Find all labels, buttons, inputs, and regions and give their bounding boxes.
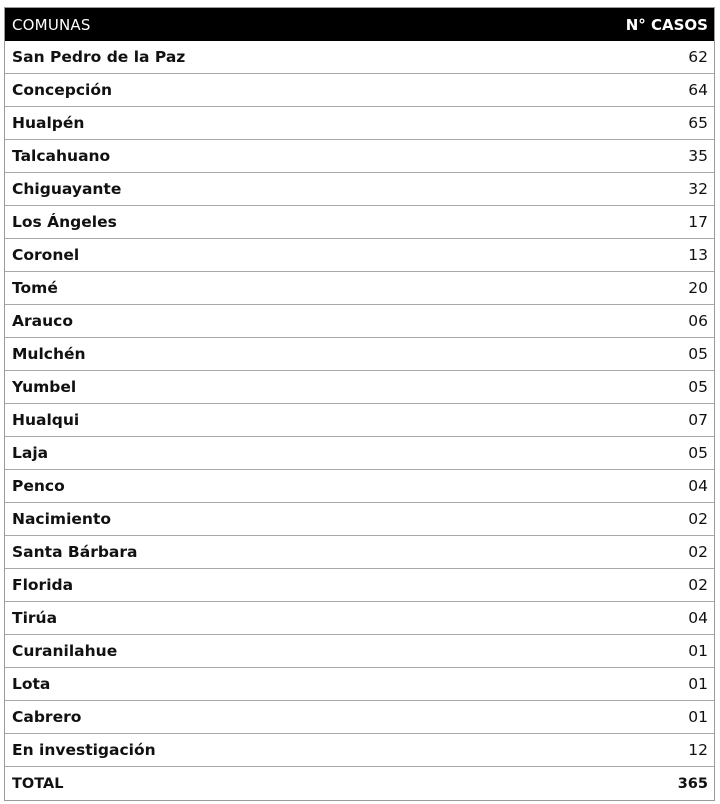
comuna-name: Curanilahue <box>12 642 118 660</box>
case-count: 05 <box>688 444 708 462</box>
total-label: TOTAL <box>12 775 64 792</box>
case-count: 04 <box>688 609 708 627</box>
case-count: 17 <box>688 213 708 231</box>
comuna-name: Hualpén <box>12 114 85 132</box>
table-row <box>5 239 714 272</box>
case-count: 32 <box>688 180 708 198</box>
case-count: 20 <box>688 279 708 297</box>
case-count: 02 <box>688 576 708 594</box>
table-row <box>5 404 714 437</box>
comuna-name: Santa Bárbara <box>12 543 138 561</box>
comuna-name: Hualqui <box>12 411 80 429</box>
table-row <box>5 470 714 503</box>
header-casos: N° CASOS <box>625 15 708 34</box>
comuna-name: Chiguayante <box>12 180 122 198</box>
comuna-name: Talcahuano <box>12 147 111 165</box>
table-row <box>5 140 714 173</box>
case-count: 01 <box>688 642 708 660</box>
comuna-name: Cabrero <box>12 708 82 726</box>
case-count: 05 <box>688 345 708 363</box>
comuna-name: Arauco <box>12 312 73 330</box>
case-count: 64 <box>688 81 708 99</box>
comuna-name: Penco <box>12 477 65 495</box>
table-row <box>5 41 714 74</box>
table-row <box>5 173 714 206</box>
table-row <box>5 272 714 305</box>
case-count: 01 <box>688 708 708 726</box>
comuna-name: Laja <box>12 444 49 462</box>
table-row <box>5 503 714 536</box>
comuna-name: Coronel <box>12 246 80 264</box>
comuna-name: San Pedro de la Paz <box>12 48 186 66</box>
case-count: 13 <box>688 246 708 264</box>
case-count: 65 <box>688 114 708 132</box>
header-comunas: COMUNAS <box>12 15 91 34</box>
case-count: 02 <box>688 510 708 528</box>
case-count: 35 <box>688 147 708 165</box>
table-row <box>5 734 714 767</box>
comuna-name: Yumbel <box>12 378 77 396</box>
table-row <box>5 74 714 107</box>
case-count: 04 <box>688 477 708 495</box>
comuna-name: Mulchén <box>12 345 86 363</box>
table-row <box>5 371 714 404</box>
table-row <box>5 569 714 602</box>
table-row <box>5 437 714 470</box>
case-count: 07 <box>688 411 708 429</box>
case-count: 06 <box>688 312 708 330</box>
comuna-name: Lota <box>12 675 51 693</box>
case-count: 12 <box>688 741 708 759</box>
table-row <box>5 701 714 734</box>
case-count: 62 <box>688 48 708 66</box>
comuna-name: Tomé <box>12 279 58 297</box>
table-row <box>5 602 714 635</box>
table-header <box>5 8 714 41</box>
total-count: 365 <box>677 775 708 792</box>
case-count: 05 <box>688 378 708 396</box>
table-row <box>5 305 714 338</box>
table-row <box>5 206 714 239</box>
table-row <box>5 668 714 701</box>
comuna-name: Los Ángeles <box>12 213 117 231</box>
table-row <box>5 107 714 140</box>
comuna-name: En investigación <box>12 741 156 759</box>
table-row <box>5 338 714 371</box>
table-row <box>5 635 714 668</box>
total-row <box>5 767 714 800</box>
comuna-name: Nacimiento <box>12 510 112 528</box>
case-count: 02 <box>688 543 708 561</box>
comuna-name: Concepción <box>12 81 113 99</box>
comuna-name: Florida <box>12 576 74 594</box>
case-count: 01 <box>688 675 708 693</box>
table-row <box>5 536 714 569</box>
comuna-name: Tirúa <box>12 609 58 627</box>
cases-table <box>4 7 715 801</box>
